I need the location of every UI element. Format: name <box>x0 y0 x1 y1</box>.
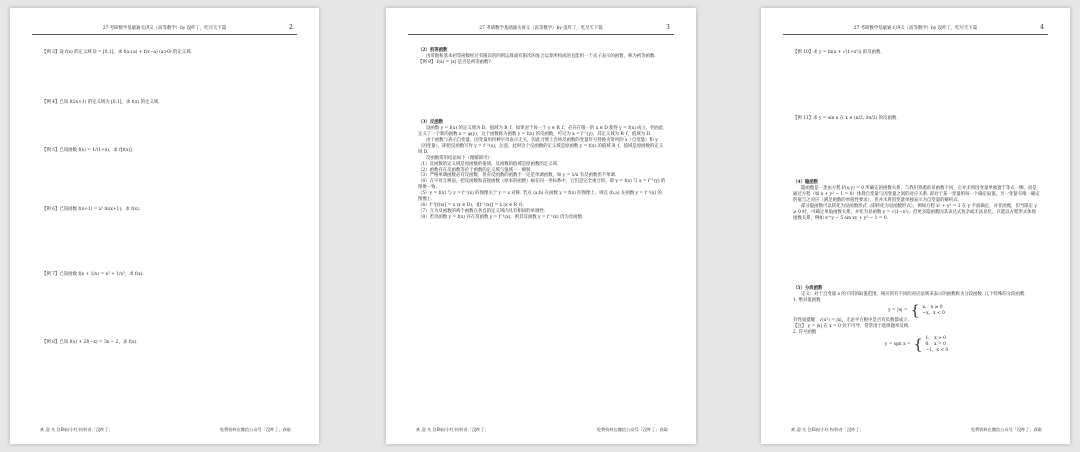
footer-right: 免费资料在微信公众号「没咋了」获取 <box>219 427 291 432</box>
formula-lhs: y = sgn x = <box>884 341 911 347</box>
page-header: 27 考研数学基础通关讲义（高等数学）by 没咋了，吃尽天下篇 <box>408 26 674 35</box>
list-item: （2）函数存在反函数等价于函数的定义域与值域一一映射. <box>418 167 532 173</box>
list-item: （5）y = f(x) 与 y = f⁻¹(x) 的图像关于 y = x 对称. 若点 (a,b) 在函数 y = f(x) 的图像上，则点 (b,a) 在函数 y = f⁻¹(x) 的图像上. <box>418 191 662 203</box>
section-title: （5）分段函数 <box>793 286 823 291</box>
formula-cases <box>923 305 945 317</box>
example-9: 【例 9】 f(x) = |x| 是否是初等函数? <box>418 59 491 65</box>
paragraph: 定义：对于自变量 x 的不同的取值范围，相应的有不同的对应法则来表示的函数称为分段函数. 几个特殊的分段函数： <box>801 291 1029 297</box>
list-item: （7）互为反函数的两个函数在各自的定义域内具有相同的单调性. <box>418 209 546 215</box>
document-page-4 <box>761 8 1070 444</box>
formula-cases <box>926 336 949 354</box>
note: 有性质提醒：√(x²) = |x|，无论平方根中是否有负数都成立. <box>793 317 909 323</box>
page-number: 4 <box>1040 24 1044 31</box>
case: 0， x = 0 <box>925 341 946 347</box>
section-elementary-functions <box>418 48 666 66</box>
page-header: 27 考研数学基础通关讲义（高等数学）by 没咋了，吃尽天下篇 <box>783 26 1048 35</box>
brace-icon: { <box>910 302 920 319</box>
list-item: （3）严格单调函数必有反函数，但有反函数的函数不一定是单调函数，如 y = 1/x 有反函数但不单调. <box>418 173 617 179</box>
section-title: （3）反函数 <box>418 120 444 125</box>
example-7: 【例 7】已知函数 f(x + 1/x) = x² + 1/x²，求 f(x). <box>42 272 144 277</box>
paragraph: 由于函数与表示自变量、因变量用何种字母表示无关，因此习惯上会将反函数的变量符号替换为常用的 x（自变量）和 y（因变量），即把反函数写作 y = f⁻¹(x)，注意，此时这个反函数的定义域是原函数 y = f(x) 的值域 R_f，值域是原函数的定义域 D. <box>418 137 664 155</box>
abs-formula <box>793 304 1040 318</box>
example-8: 【例 8】已知 f(x) + 2f(−x) = 3x − 2，求 f(x). <box>42 340 138 345</box>
sgn-formula <box>793 336 1040 354</box>
list-item: （1）反函数的定义域是原函数的值域，反函数的值域是原函数的定义域. <box>418 161 559 167</box>
note: 【注】 y = |x| 在 x = 0 处不可导，常常用于选择题举反例. <box>793 323 910 329</box>
subsection-title: 2. 符号函数 <box>793 329 817 335</box>
list-item: （6）f⁻¹[f(x)] = x (x ∈ D)，f[f⁻¹(x)] = x (x ∈ R_f). <box>418 203 524 209</box>
subsection-title: 1. 绝对值函数 <box>793 297 821 303</box>
case: 1， x > 0 <box>925 335 946 341</box>
paragraph: 由常数和基本初等函数经过有限次的四则运算或有限次的复合运算所构成的且能用一个式子表示的函数，称为初等函数. <box>426 53 656 59</box>
paragraph: 设函数 y = f(x) 的定义域为 D，值域为 R_f，如果对于每一个 y ∈ R_f，必存在唯一的 x ∈ D 使得 y = f(x) 成立，则由此定义了一个新的函数 x = φ(y)，这个函数称为函数 y = f(x) 的反函数，可记为 x = f⁻¹(y)，其定义域为 R_f，值域为 D. <box>418 125 664 137</box>
paragraph: 部分隐函数可以转化为显函数形式（即转化为显函数形式），例如方程 x² + y² = 1 在 y 平面确定，并非函数，但当限定 y ≥ 0 时，可确定单值函数关系，并化为显函数 y = √(1−x²)，但更多隐函数因其表达式复杂或无法显化，只能以方程形式体现函数关系，例如 e^y − 5 sin xy + y² − 1 = 0. <box>793 203 1037 221</box>
document-page-3 <box>386 8 696 444</box>
page-number: 2 <box>289 24 293 31</box>
paragraph: 隐函数是一类由方程 F(x,y) = 0 所确定的函数关系，与我们熟悉的显函数不同，它并未将因变量单独置于等式一侧，而是通过方程（如 x + y³ − 1 = 0）体现自变量与因变量之间的对应关系. 即对于某一变量的每一个确定取值，另一变量有唯一确定的值与之对应（满足函数的单值性要求），但并未将因变量单独表示为自变量的解析式. <box>793 185 1040 203</box>
example-5: 【例 5】已知函数 f(x) = 1/(1+x)，求 f[f(x)]. <box>42 148 134 153</box>
case: x， x ≥ 0 <box>922 304 943 310</box>
footer-left: 欢 迎 关 注B站/小红书/抖音「没咋了」 <box>416 427 489 432</box>
footer-right: 免费资料在微信公众号「没咋了」获取 <box>970 427 1042 432</box>
page-header: 27 考研数学基础通关讲义（高等数学）by 没咋了，吃尽天下篇 <box>32 26 297 35</box>
example-6: 【例 6】已知函数 f(x+1) = x² ln(x+1)，求 f(x). <box>42 207 141 212</box>
section-piecewise-functions <box>793 286 1040 353</box>
example-11: 【例 11】求 y = sin x 在 x ∈ (π/2, 3π/2) 的反函数. <box>793 116 898 121</box>
case: −1，x < 0 <box>925 347 949 353</box>
brace-icon: { <box>913 336 923 353</box>
section-title: （2）初等函数 <box>418 48 448 53</box>
example-4: 【例 4】已知 f(2x+1) 的定义域为 [0,1]，求 f(x) 的定义域. <box>42 100 160 105</box>
footer-left: 欢 迎 关 注B站/小红书/抖音「没咋了」 <box>40 427 113 432</box>
paragraph: 反函数常用结论如下（理解即可）： <box>426 155 495 161</box>
section-implicit-functions <box>793 180 1040 222</box>
document-page-2 <box>10 8 319 444</box>
list-item: （8）若奇函数 y = f(x) 存在反函数 y = f⁻¹(x)，则其反函数 y = f⁻¹(x) 仍为奇函数. <box>418 215 584 220</box>
formula-lhs: y = |x| = <box>888 307 908 313</box>
footer-right: 免费资料在微信公众号「没咋了」获取 <box>596 427 668 432</box>
example-3: 【例 3】设 f(x) 的定义域 D = [0,1]，求 f(x+a) + f(x−a) (a>0) 的定义域. <box>42 50 192 55</box>
section-inverse-functions <box>418 120 666 221</box>
example-10: 【例 10】求 y = ln(x + √(1+x²)) 的反函数. <box>793 50 882 55</box>
case: −x，x < 0 <box>922 310 945 316</box>
section-title: （4）隐函数 <box>793 180 819 185</box>
list-item: （4）在字母互换前，把反函数和直接函数（原来的函数）画在同一坐标系中，它们是完全重合的，即 y = f(x) 与 x = f⁻¹(y) 的图像一致. <box>418 179 666 191</box>
page-number: 3 <box>666 24 670 31</box>
footer-left: 欢 迎 关 注B站/小红书/抖音「没咋了」 <box>791 427 864 432</box>
